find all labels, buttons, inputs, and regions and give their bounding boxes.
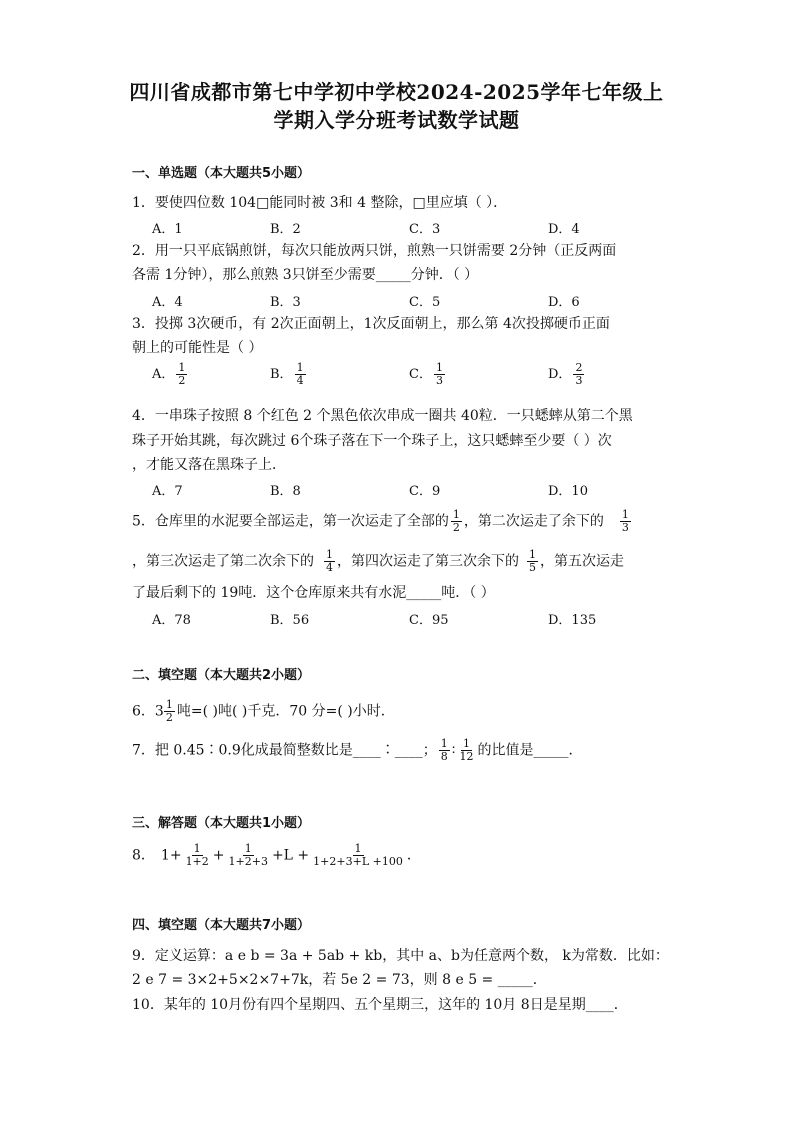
fraction [620, 509, 631, 534]
question-2-line-2: 各需 1分钟），那么煎熟 3只饼至少需要_____分钟．（ ） [132, 267, 479, 283]
question-3-line-1: 3．投掷 3次硬币，有 2次正面朝上，1次反面朝上，那么第 4次投掷硬币正面 [132, 316, 610, 332]
question-3-option-a [152, 362, 189, 387]
fraction [324, 549, 335, 574]
document-title-line2: 学期入学分班考试数学试题 [273, 108, 520, 132]
fraction [311, 843, 405, 868]
question-5-text: ，第二次运走了余下的 [463, 513, 604, 530]
fraction-numerator: 1 [354, 842, 362, 855]
question-4-line-3: ，才能又落在黑珠子上． [132, 457, 286, 473]
question-7-text: 7．把 0.45∶0.9化成最简整数比是____∶____； [132, 742, 437, 759]
fraction-denominator: 8 [440, 750, 448, 763]
question-3-option-c [409, 362, 447, 387]
option-label: C． [409, 367, 432, 382]
fraction-numerator: 1 [621, 508, 629, 521]
question-1-option-c: C．3 [409, 222, 441, 237]
fraction [451, 509, 462, 534]
section-heading-fill-blank-2: 四、填空题（本大题共7小题） [132, 918, 311, 933]
question-5-text: 5．仓库里的水泥要全部运走，第一次运走了全部的 [132, 513, 449, 530]
question-1-option-b: B．2 [270, 222, 301, 237]
fraction-denominator: 1+2 [185, 855, 209, 868]
section-heading-solution: 三、解答题（本大题共1小题） [132, 816, 311, 831]
fraction-numerator: 1 [326, 548, 333, 561]
fraction-numerator: 1 [165, 698, 173, 711]
section-heading-single-choice: 一、单选题（本大题共5小题） [132, 166, 311, 181]
fraction-denominator: 2 [165, 711, 173, 724]
question-7 [132, 738, 582, 763]
question-8 [132, 843, 421, 868]
question-5-option-b: B．56 [270, 613, 310, 628]
fraction [457, 738, 475, 763]
fraction [434, 362, 445, 387]
question-4-option-a: A．7 [152, 484, 183, 499]
fraction [439, 738, 450, 763]
question-9-line-1: 9．定义运算：a e b = 3a + 5ab + kb，其中 a、b为任意两个数， k为常数．比如： [132, 948, 669, 964]
fraction-numerator: 1 [440, 737, 448, 750]
question-5-option-c: C．95 [409, 613, 449, 628]
fraction-numerator: 2 [575, 361, 583, 374]
fraction-numerator: 1 [452, 508, 460, 521]
question-3-line-2: 朝上的可能性是（ ） [132, 340, 263, 356]
fraction [295, 362, 306, 387]
question-4-line-2: 珠子开始其跳，每次跳过 6个珠子落在下一个珠子上，这只蟋蟀至少要（ ）次 [132, 433, 612, 449]
question-5-option-a: A．78 [152, 613, 191, 628]
expression-term: 1+ [160, 847, 182, 864]
question-9-line-2: 2 e 7 = 3×2+5×2×7+7k，若 5e 2 = 73，则 8 e 5 = _____． [132, 972, 547, 988]
question-6 [132, 699, 395, 724]
question-4-option-b: B．8 [270, 484, 301, 499]
question-1-option-a: A．1 [152, 222, 183, 237]
question-3-option-b [270, 362, 308, 387]
mixed-number-whole: 3 [154, 703, 164, 720]
question-6-text: 吨=( )吨( )千克．70 分=( )小时． [176, 703, 395, 720]
question-4-line-1: 4．一串珠子按照 8 个红色 2 个黑色依次串成一圈共 40粒．一只蟋蟀从第二个黑 [132, 408, 633, 424]
fraction-denominator: 12 [459, 750, 474, 763]
question-2-line-1: 2．用一只平底锅煎饼，每次只能放两只饼，煎熟一只饼需要 2分钟（正反两面 [132, 243, 617, 259]
question-10-line-1: 10．某年的 10月份有四个星期四、五个星期三，这年的 10月 8日是星期____． [132, 997, 628, 1013]
fraction-numerator: 1 [193, 842, 201, 855]
question-5-line-1 [132, 509, 633, 534]
expression-ellipsis: +L + [271, 847, 310, 864]
fraction [176, 362, 187, 387]
question-5-line-3: 了最后剩下的 19吨．这个仓库原来共有水泥_____吨．（ ） [132, 585, 495, 601]
question-5-text: ，第三次运走了第二次余下的 [132, 553, 314, 570]
ratio-colon: ∶ [451, 742, 456, 759]
question-5-option-d: D．135 [548, 613, 597, 628]
option-label: D． [548, 367, 572, 382]
fraction-denominator: 3 [435, 374, 443, 387]
fraction-numerator: 1 [296, 361, 304, 374]
question-2-option-a: A．4 [152, 295, 183, 310]
question-2-option-b: B．3 [270, 295, 301, 310]
option-label: A． [152, 367, 175, 382]
fraction [227, 843, 270, 868]
fraction-denominator: 3 [575, 374, 583, 387]
fraction-numerator: 1 [529, 548, 536, 561]
fraction-denominator: 3 [621, 521, 629, 534]
question-5-text: ，第五次运走 [540, 553, 624, 570]
fraction-denominator: 1+2+3 [228, 855, 268, 868]
fraction [184, 843, 211, 868]
question-4-option-c: C．9 [409, 484, 441, 499]
expression-end: ． [406, 847, 421, 864]
question-2-option-c: C．5 [409, 295, 441, 310]
fraction-denominator: 1+2+3+L +100 [313, 855, 403, 868]
question-5-line-2 [132, 549, 624, 574]
fraction [573, 362, 584, 387]
fraction-denominator: 5 [529, 561, 536, 574]
fraction-denominator: 2 [452, 521, 460, 534]
question-2-option-d: D．6 [548, 295, 580, 310]
fraction-numerator: 1 [244, 842, 252, 855]
fraction-denominator: 2 [178, 374, 186, 387]
fraction-numerator: 1 [462, 737, 470, 750]
question-1-stem: 1．要使四位数 104□能同时被 3和 4 整除，□里应填（ ）． [132, 195, 508, 211]
option-label: B． [270, 367, 293, 382]
fraction-denominator: 4 [296, 374, 304, 387]
section-heading-fill-blank-1: 二、填空题（本大题共2小题） [132, 668, 311, 683]
document-title-line1: 四川省成都市第七中学初中学校2024-2025学年七年级上 [129, 80, 664, 104]
question-6-number: 6． [132, 703, 155, 720]
fraction [164, 699, 175, 724]
fraction-numerator: 1 [435, 361, 443, 374]
question-7-text: 的比值是_____． [477, 742, 583, 759]
question-8-number: 8． [132, 847, 155, 864]
question-3-option-d [548, 362, 586, 387]
fraction [527, 549, 538, 574]
question-5-text: ，第四次运走了第三次余下的 [337, 553, 519, 570]
expression-operator: + [212, 847, 225, 864]
fraction-numerator: 1 [178, 361, 186, 374]
fraction-denominator: 4 [326, 561, 333, 574]
question-4-option-d: D．10 [548, 484, 588, 499]
question-1-option-d: D．4 [548, 222, 580, 237]
